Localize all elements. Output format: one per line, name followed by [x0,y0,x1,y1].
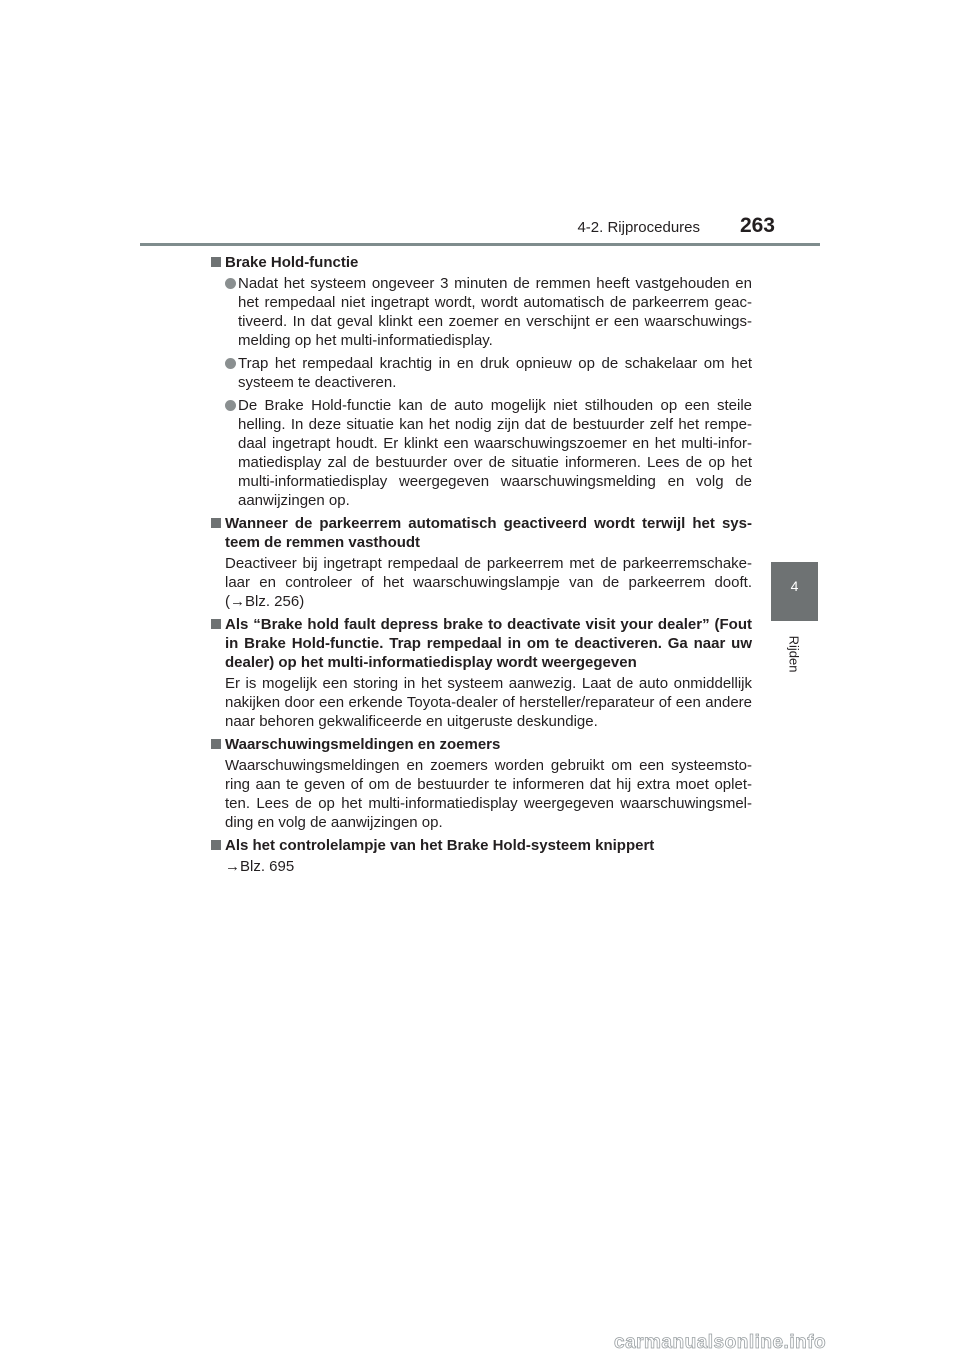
list-item-text: De Brake Hold-functie kan de auto mogelijk niet stilhouden op een steile helling. In deze situatie kan het nodig zijn dat de bestuurder zelf het rempe-daal ingetrapt houdt. Er klinkt een waarschuwingszoemer en het multi-infor-matiedisplay zal de bestuurder over de situatie informeren. Lees de op het multi-informatiedisplay weergegeven waarschuwingsmelding en volg de aanwijzingen op. [238,397,752,509]
circle-bullet-icon [225,278,236,289]
list-item [209,354,752,392]
svg-text:carmanualsonline.info: carmanualsonline.info [614,1332,827,1353]
list-item [209,274,752,350]
section-title: 4-2. Rijprocedures [577,219,700,236]
heading-text: Waarschuwingsmeldingen en zoemers [225,736,501,753]
heading-text: Brake Hold-functie [225,254,359,271]
page-content [209,253,752,880]
heading-text: Als “Brake hold fault depress brake to deactivate visit your dealer” (Fout in Brake Hold-functie. Trap rempedaal in om te deactiveren. Ga naar uw dealer) op het multi-informatiedisplay wordt weergegeven [225,616,752,671]
chapter-label [768,628,820,680]
section-parking-brake [209,514,752,611]
square-bullet-icon [211,257,221,267]
watermark-logo [612,1330,952,1354]
section-body: Waarschuwingsmeldingen en zoemers worden gebruikt om een systeemsto-ring aan te geven of om de bestuurder te informeren dat hij extra moet oplet-ten. Lees de op het multi-informatiedisplay weergegeven waarschuwingsmel-ding en volg de aanwijzingen op. [225,757,752,831]
section-heading [209,836,752,855]
header-rule [140,243,820,246]
square-bullet-icon [211,739,221,749]
chapter-label-text: Rijden [786,635,802,673]
chapter-tab [771,562,818,621]
square-bullet-icon [211,518,221,528]
section-warnings [209,735,752,832]
page-number: 263 [739,214,775,237]
section-body: Deactiveer bij ingetrapt rempedaal de parkeerrem met de parkeerremschake-laar en controleer of het waarschuwingslampje van de parkeerrem dooft. (→Blz. 256) [225,555,752,610]
section-heading [209,615,752,672]
list-item-text: Nadat het systeem ongeveer 3 minuten de remmen heeft vastgehouden en het rempedaal niet ingetrapt wordt, wordt automatisch de parkeerrem geac-tiveerd. In dat geval klinkt een zoemer en verschijnt er een waarschuwings-melding op het multi-informatiedisplay. [238,275,752,349]
section-heading [209,514,752,552]
square-bullet-icon [211,840,221,850]
section-body: →Blz. 695 [225,858,295,875]
square-bullet-icon [211,619,221,629]
section-fault-message [209,615,752,731]
heading-text: Als het controlelampje van het Brake Hold-systeem knippert [225,837,655,854]
list-item [209,396,752,510]
section-body: Er is mogelijk een storing in het systeem aanwezig. Laat de auto onmiddellijk nakijken door een erkende Toyota-dealer of hersteller/reparateur of een andere naar behoren gekwalificeerde en uitgeruste deskundige. [225,675,752,730]
list-item-text: Trap het rempedaal krachtig in en druk opnieuw op de schakelaar om het systeem te deactiveren. [238,355,752,391]
section-heading [209,253,752,272]
chapter-number: 4 [790,578,799,594]
section-heading [209,735,752,754]
circle-bullet-icon [225,358,236,369]
circle-bullet-icon [225,400,236,411]
heading-text: Wanneer de parkeerrem automatisch geactiveerd wordt terwijl het sys-teem de remmen vasthoudt [225,515,752,551]
section-brake-hold [209,253,752,510]
section-indicator-blinking [209,836,752,876]
